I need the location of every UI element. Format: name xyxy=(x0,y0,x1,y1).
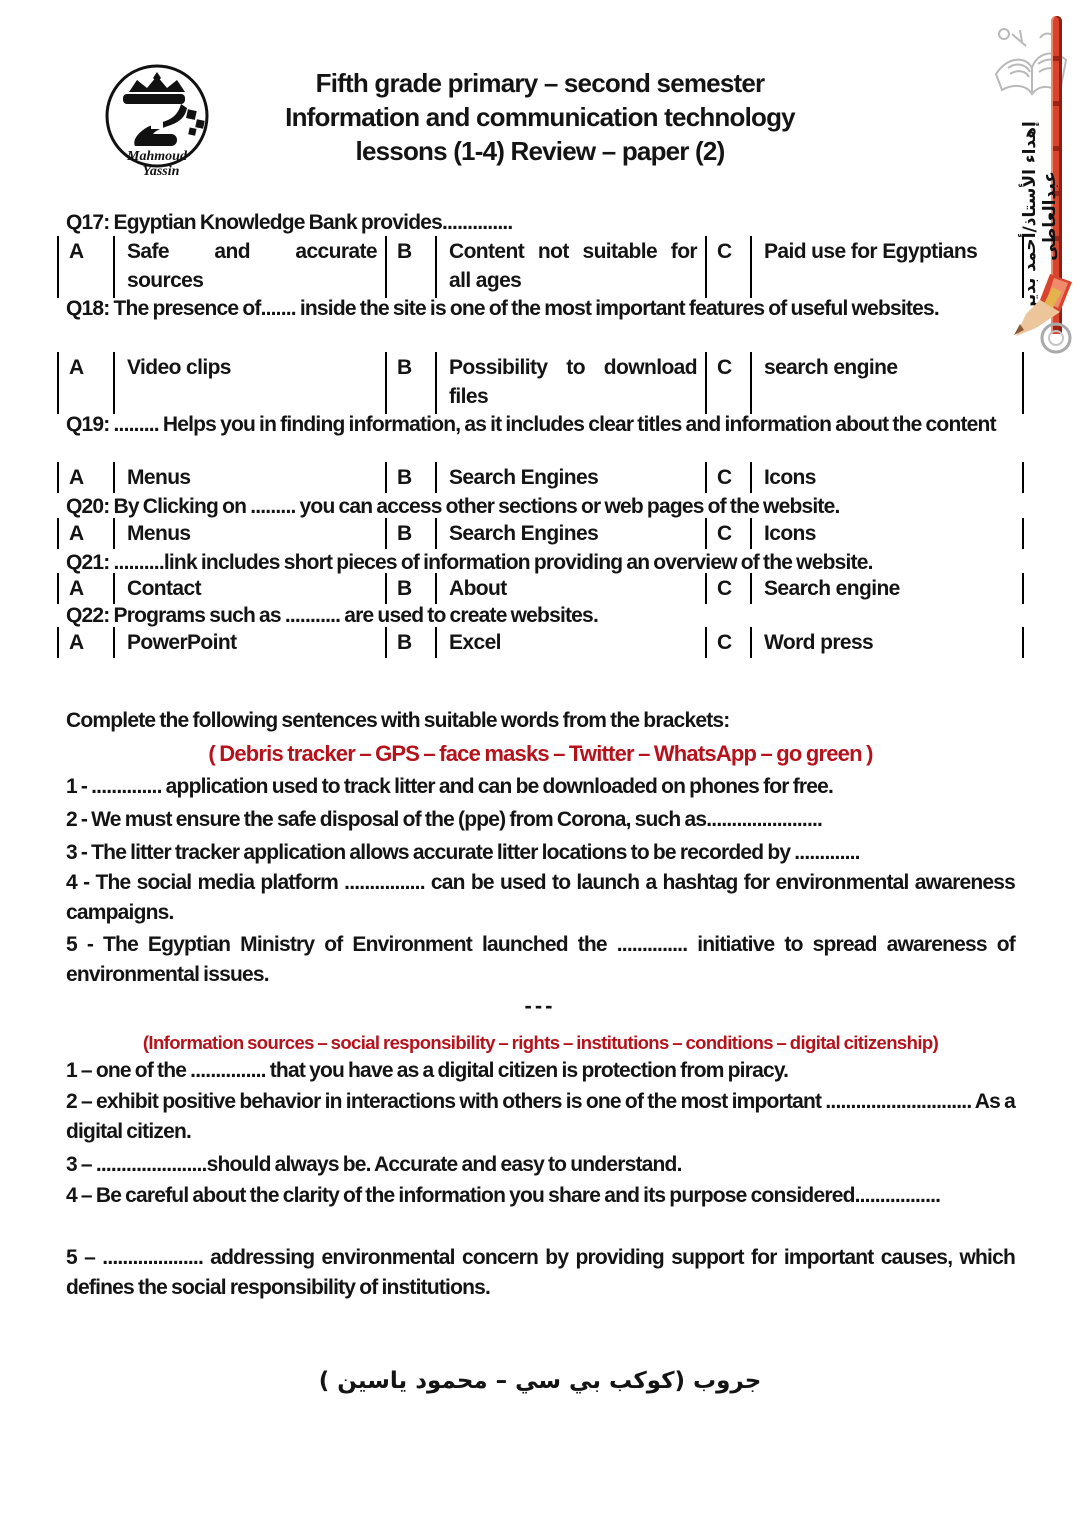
option-text: Search Engines xyxy=(435,462,705,493)
question-q18: Q18: The presence of....... inside the site is one of the most important features of useful websites. xyxy=(66,297,939,320)
option-text: Content not suitable for all ages xyxy=(435,236,705,298)
option-letter: B xyxy=(385,236,435,298)
option-letter: A xyxy=(57,627,113,658)
fill-item: 4 - The social media platform ................ can be used to launch a hashtag for environmental awareness campaigns. xyxy=(66,871,1015,924)
option-text: Search Engines xyxy=(435,518,705,549)
option-letter: B xyxy=(385,627,435,658)
footer-group-line: جروب (كوكب بي سي – محمود ياسين ) xyxy=(318,1368,762,1394)
option-text: search engine xyxy=(750,352,1024,414)
option-text: About xyxy=(435,573,705,604)
option-letter: B xyxy=(385,573,435,604)
option-text: Safe and accurate sources xyxy=(113,236,385,298)
option-letter: A xyxy=(57,573,113,604)
option-letter: A xyxy=(57,352,113,414)
option-letter: C xyxy=(705,518,750,549)
option-text: Paid use for Egyptians xyxy=(750,236,1024,298)
options-table-q21 xyxy=(57,573,1024,604)
options-table-q19 xyxy=(57,462,1024,493)
option-text: Video clips xyxy=(113,352,385,414)
option-letter: B xyxy=(385,462,435,493)
option-letter: C xyxy=(705,352,750,414)
option-letter: A xyxy=(57,462,113,493)
option-text: Icons xyxy=(750,462,1024,493)
option-letter: B xyxy=(385,518,435,549)
fill-item: 3 – ......................should always be. Accurate and easy to understand. xyxy=(66,1153,682,1176)
fill-item: 2 - We must ensure the safe disposal of the (ppe) from Corona, such as....................... xyxy=(66,808,823,831)
word-bank-1: ( Debris tracker – GPS – face masks – Twitter – WhatsApp – go green ) xyxy=(208,741,873,766)
page-title xyxy=(170,66,910,168)
logo-name-line1: Mahmoud xyxy=(127,149,187,164)
fill-item: 5 – .................... addressing environmental concern by providing support for important causes, which defines the social responsibility of institutions. xyxy=(66,1246,1015,1299)
question-q21: Q21: ..........link includes short pieces of information providing an overview of the website. xyxy=(66,551,873,574)
option-letter: A xyxy=(57,236,113,298)
fill-item: 1 – one of the ............... that you have as a digital citizen is protection from piracy. xyxy=(66,1059,789,1082)
logo-name-line2: Yassin xyxy=(142,164,180,179)
option-text: Icons xyxy=(750,518,1024,549)
option-letter: C xyxy=(705,236,750,298)
fill-item: 3 - The litter tracker application allows accurate litter locations to be recorded by ............. xyxy=(66,841,860,864)
complete-heading: Complete the following sentences with suitable words from the brackets: xyxy=(66,709,730,732)
question-q17: Q17: Egyptian Knowledge Bank provides.............. xyxy=(66,211,513,234)
question-q19: Q19: ......... Helps you in finding information, as it includes clear titles and information about the content xyxy=(66,413,996,436)
section-separator: --- xyxy=(524,993,556,1018)
option-text: Menus xyxy=(113,462,385,493)
fill-item: 2 – exhibit positive behavior in interactions with others is one of the most important ............................. As a digital citizen. xyxy=(66,1090,1015,1143)
fill-item: 1 - .............. application used to track litter and can be downloaded on phones for free. xyxy=(66,775,834,798)
option-text: Contact xyxy=(113,573,385,604)
option-text: Menus xyxy=(113,518,385,549)
word-bank-2: (Information sources – social responsibility – rights – institutions – conditions – digital citizenship) xyxy=(142,1032,939,1053)
title-line-3: lessons (1-4) Review – paper (2) xyxy=(355,136,725,166)
question-q20: Q20: By Clicking on ......... you can access other sections or web pages of the website. xyxy=(66,495,840,518)
option-text: Search engine xyxy=(750,573,1024,604)
option-text: PowerPoint xyxy=(113,627,385,658)
fill-item: 5 - The Egyptian Ministry of Environment launched the .............. initiative to spread awareness of environmental issues. xyxy=(66,933,1015,986)
option-letter: A xyxy=(57,518,113,549)
option-letter: B xyxy=(385,352,435,414)
options-table-q17 xyxy=(57,236,1024,298)
option-letter: C xyxy=(705,627,750,658)
option-letter: C xyxy=(705,573,750,604)
option-text: Word press xyxy=(750,627,1024,658)
options-table-q18 xyxy=(57,352,1024,414)
fill-item: 4 – Be careful about the clarity of the information you share and its purpose considered................. xyxy=(66,1184,941,1207)
title-line-1: Fifth grade primary – second semester xyxy=(315,68,765,98)
option-text: Excel xyxy=(435,627,705,658)
question-q22: Q22: Programs such as ........... are used to create websites. xyxy=(66,604,598,627)
options-table-q22 xyxy=(57,627,1024,658)
option-letter: C xyxy=(705,462,750,493)
options-table-q20 xyxy=(57,518,1024,549)
title-line-2: Information and communication technology xyxy=(285,102,795,132)
dedication-vertical-text: إهداء الأستاذ/أحمد بدير عبدالعاطى xyxy=(1020,121,1060,311)
option-text: Possibility to download files xyxy=(435,352,705,414)
